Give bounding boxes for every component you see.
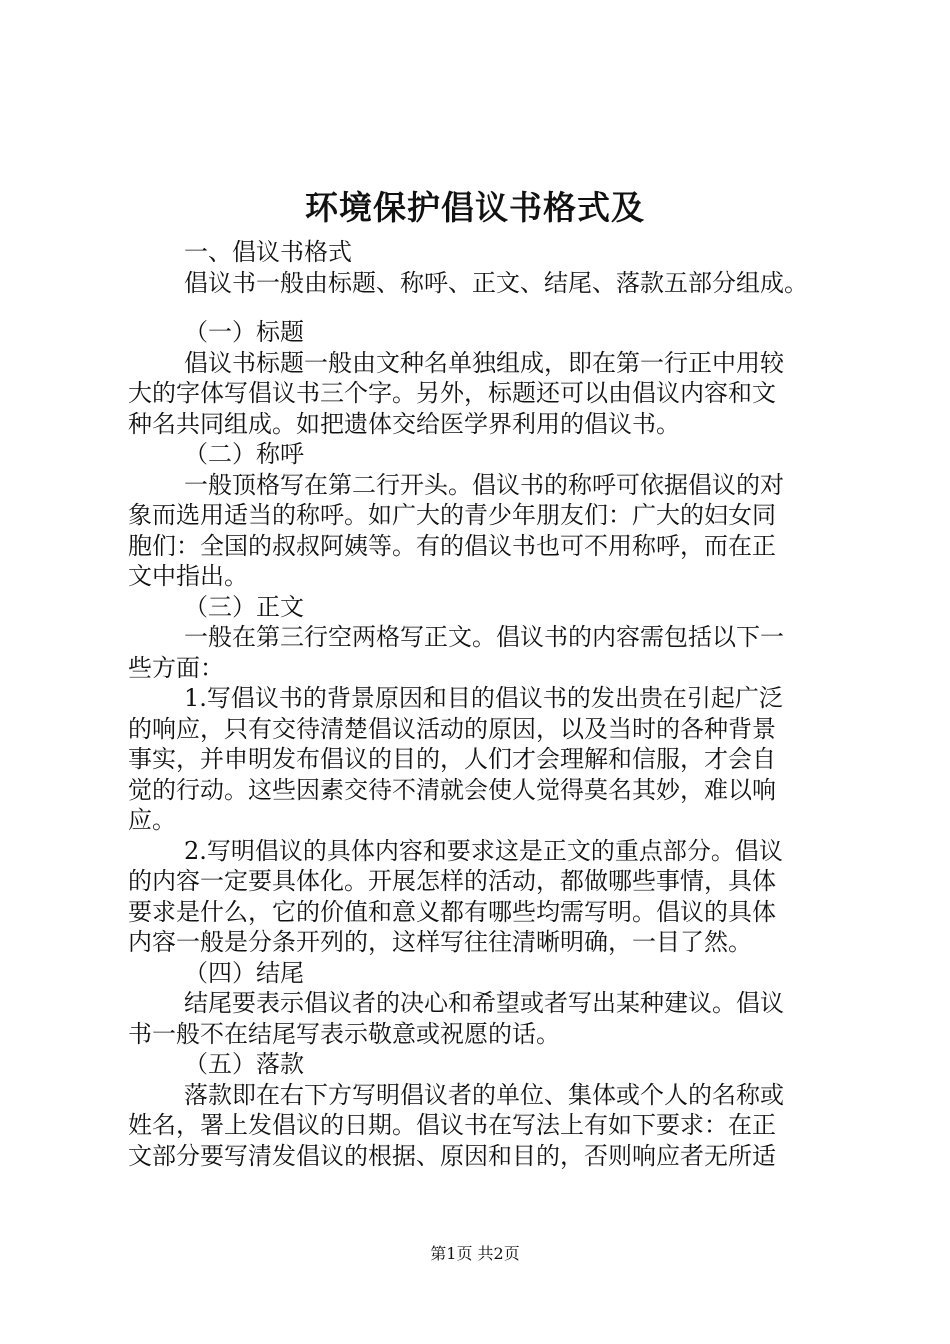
paragraph-line: 种名共同组成。如把遗体交给医学界利用的倡议书。 (128, 409, 680, 438)
paragraph-line: 的内容一定要具体化。开展怎样的活动，都做哪些事情，具体 (128, 867, 776, 895)
subsection-heading: （四）结尾 (184, 958, 304, 987)
subsection-heading: （五）落款 (184, 1050, 304, 1078)
paragraph-line: 胞们：全国的叔叔阿姨等。有的倡议书也可不用称呼，而在正 (128, 531, 776, 560)
paragraph-line: 内容一般是分条开列的，这样写往往清晰明确，一目了然。 (128, 928, 752, 956)
paragraph-line: 书一般不在结尾写表示敬意或祝愿的话。 (128, 1019, 560, 1048)
paragraph-line: 事实，并申明发布倡议的目的，人们才会理解和信服，才会自 (128, 745, 776, 773)
page-footer: 第1页 共2页 (430, 1244, 520, 1263)
paragraph-line: 要求是什么，它的价值和意义都有哪些均需写明。倡议的具体 (128, 897, 776, 926)
list-item-line: 1.写倡议书的背景原因和目的倡议书的发出贵在引起广泛 (184, 684, 783, 712)
subsection-heading: （二）称呼 (184, 440, 304, 468)
paragraph-gap (128, 298, 840, 317)
paragraph-line: 文中指出。 (128, 562, 248, 590)
paragraph-line: 应。 (128, 806, 176, 834)
paragraph-line: 结尾要表示倡议者的决心和希望或者写出某种建议。倡议 (184, 989, 784, 1017)
paragraph-line: 倡议书一般由标题、称呼、正文、结尾、落款五部分组成。 (184, 268, 808, 297)
paragraph-line: 一般顶格写在第二行开头。倡议书的称呼可依据倡议的对 (184, 470, 784, 499)
paragraph-line: 些方面： (128, 653, 224, 682)
paragraph-line: 文部分要写清发倡议的根据、原因和目的，否则响应者无所适 (128, 1141, 776, 1170)
paragraph-line: 的响应，只有交待清楚倡议活动的原因，以及当时的各种背景 (128, 714, 776, 743)
subsection-heading: （一）标题 (184, 318, 304, 346)
list-item-line: 2.写明倡议的具体内容和要求这是正文的重点部分。倡议 (184, 836, 783, 865)
document-body (128, 237, 840, 1171)
paragraph-line: 大的字体写倡议书三个字。另外，标题还可以由倡议内容和文 (128, 379, 776, 407)
document-title: 环境保护倡议书格式及 (305, 188, 645, 227)
subsection-heading: （三）正文 (184, 592, 304, 621)
section-heading: 一、倡议书格式 (184, 238, 352, 266)
paragraph-line: 姓名，署上发倡议的日期。倡议书在写法上有如下要求：在正 (128, 1111, 776, 1139)
paragraph-line: 倡议书标题一般由文种名单独组成，即在第一行正中用较 (184, 348, 784, 377)
paragraph-line: 一般在第三行空两格写正文。倡议书的内容需包括以下一 (184, 623, 784, 651)
paragraph-line: 落款即在右下方写明倡议者的单位、集体或个人的名称或 (184, 1080, 784, 1109)
paragraph-line: 象而选用适当的称呼。如广大的青少年朋友们：广大的妇女同 (128, 501, 776, 529)
paragraph-line: 觉的行动。这些因素交待不清就会使人觉得莫名其妙，难以响 (128, 775, 776, 804)
